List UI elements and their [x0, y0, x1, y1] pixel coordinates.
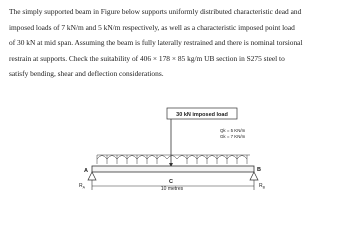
udl-imposed-label: Qk = 5 KN/m — [220, 128, 246, 133]
reaction-right-subscript: B — [262, 185, 265, 190]
right-support — [250, 172, 258, 180]
reaction-right-symbol: R — [259, 183, 263, 189]
midspan-c-label: C — [169, 179, 173, 185]
reaction-right-label — [259, 183, 266, 190]
problem-line-3: of 30 kN at mid span. Assuming the beam is fully laterally restrained and there is nominal torsional — [9, 38, 303, 47]
reaction-left-label — [79, 183, 86, 190]
beam — [92, 166, 254, 172]
udl-dead-label: Gk = 7 KN/m — [220, 134, 246, 139]
problem-line-5: satisfy bending, shear and deflection considerations. — [9, 69, 164, 78]
span-label: 10 metres — [160, 186, 184, 192]
reaction-left-symbol: R — [79, 183, 83, 189]
udl-load-diagram — [97, 155, 250, 164]
problem-line-1: The simply supported beam in Figure below supports uniformly distributed characteristic dead and — [9, 7, 302, 16]
point-load-label: 30 kN imposed load — [176, 112, 228, 118]
support-b-label: B — [257, 167, 261, 173]
problem-line-4: restrain at supports. Check the suitability of 406 × 178 × 85 kg/m UB section in S275 steel to — [9, 53, 285, 63]
support-a-label: A — [84, 168, 88, 174]
left-support — [88, 172, 96, 180]
reaction-left-subscript: A — [82, 185, 85, 190]
problem-line-2: imposed loads of 7 kN/m and 5 kN/m respectively, as well as a characteristic imposed point load — [9, 22, 295, 32]
